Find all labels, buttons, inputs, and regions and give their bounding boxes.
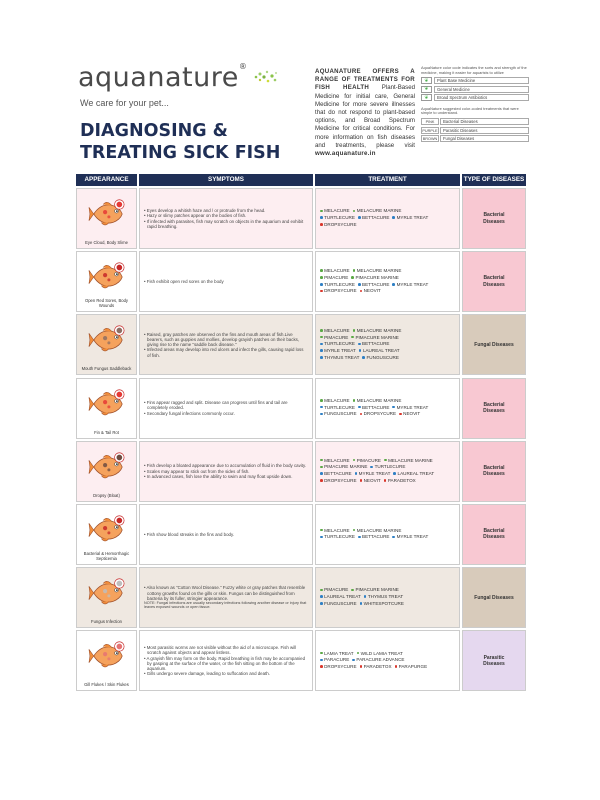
legend-medicine-row [421, 77, 529, 85]
symptom-note: NOTE: Fungal infections are usually secondary infections following another disease or injury that leaves exposed wounds or open tissue. [144, 600, 307, 610]
symptom-item: • Fish show blood streaks in the fins and body. [144, 532, 234, 537]
header-treatment: TREATMENT [315, 174, 460, 186]
appearance-label: Dropsy (Bloat) [93, 492, 120, 498]
legend-code-row [421, 135, 529, 143]
medicine-item: TURTLECURE [320, 534, 355, 539]
symptom-item: • Fish develop a bloated appearance due to accumulation of fluid in the body cavity. [144, 463, 306, 468]
medicine-item: MELACURE MARINE [353, 528, 402, 533]
symptom-item: • A grayish film may form on the body. Rapid breathing in fish may be accompanied by gasping at the surface of the water, or the fish sitting on the bottom of the aquarium. [144, 656, 308, 672]
medicine-type-list [421, 77, 529, 102]
legend-code-tag: BROWN [422, 137, 438, 142]
header-appearance: APPEARANCE [76, 174, 137, 186]
disease-type-label: Bacterial Diseases [483, 212, 505, 225]
fish-icon [88, 515, 126, 545]
legend-code-row [421, 126, 529, 134]
appearance-label: Open Red Sores, Body Wounds [84, 298, 129, 309]
disease-type-cell [462, 188, 526, 249]
medicine-item: FUNGUSCURE [320, 601, 357, 606]
appearance-cell [76, 251, 137, 312]
disease-type-cell [462, 567, 526, 628]
disease-type-label: Fungal Diseases [474, 594, 514, 601]
page-title [80, 120, 280, 164]
table-row [76, 251, 526, 312]
symptoms-cell [139, 630, 313, 691]
medicine-item: BETTACURE [358, 405, 390, 410]
treatment-list [320, 651, 430, 671]
medicine-item: MYRLE TREAT [392, 215, 428, 220]
symptoms-cell [139, 251, 313, 312]
leaf-icon [252, 68, 280, 86]
leaf-icon: ❦ [421, 86, 432, 93]
legend-medicine-label: Plant Base Medicine [434, 77, 529, 84]
fish-icon [88, 262, 126, 292]
symptom-item: • Eyes develop a whitish haze and / or protrude from the head. [144, 208, 308, 213]
treatment-list [320, 587, 407, 607]
disease-type-cell [462, 441, 526, 502]
medicine-item: THYMUS TREAT [320, 355, 359, 360]
tagline: We care for your pet... [80, 98, 169, 108]
disease-table [76, 174, 526, 694]
medicine-item: LAUREAL TREAT [359, 348, 400, 353]
table-header [76, 174, 526, 186]
symptom-item: • Most parasitic worms are not visible without the aid of a microscope. Fish will scratch against objects and appear listless. [144, 645, 308, 655]
appearance-label: Fin & Tail Rot [94, 429, 119, 435]
symptom-item: • Gills undergo severe damage, leading to suffocation and death. [144, 671, 308, 676]
medicine-item: TURTLECURE [320, 405, 355, 410]
medicine-item: MELACURE MARINE [353, 328, 402, 333]
disease-type-cell [462, 630, 526, 691]
medicine-item: TURTLECURE [320, 215, 355, 220]
medicine-item: TURTLECURE [320, 341, 355, 346]
disease-type-label: Bacterial Diseases [483, 275, 505, 288]
offers-body: Plant-Based Medicine for initial care, General Medicine for more severe illnesses that do not respond to plant-based options, and Broad Spectrum Medicine for critical conditions. For more information on fish diseases and treatments, please visit [315, 84, 415, 149]
leaf-icon: ❦ [421, 77, 432, 84]
medicine-item: PARACURE ADVANCE [352, 657, 404, 662]
table-row [76, 441, 526, 502]
medicine-item: BETTACURE [358, 282, 390, 287]
medicine-item: FUNGUSCURE [362, 355, 399, 360]
offers-url[interactable]: www.aquanature.in [315, 150, 376, 158]
medicine-item: PARADETOX [384, 478, 416, 483]
symptom-item: • Secondary fungal infections commonly occur. [144, 411, 308, 416]
medicine-item: MYRLE TREAT [392, 405, 428, 410]
symptom-item: • In advanced cases, fish lose the ability to swim and may float upside down. [144, 474, 306, 479]
offers-text [315, 68, 415, 158]
leaf-icon: ❦ [421, 94, 432, 101]
treatment-cell [315, 441, 460, 502]
color-legend [421, 66, 529, 143]
medicine-item: THYMUS TREAT [364, 594, 403, 599]
brand-logo-text: aquanature [78, 62, 239, 93]
medicine-item: TURTLECURE [370, 464, 405, 469]
treatment-cell [315, 567, 460, 628]
treatment-list [320, 208, 431, 228]
header-symptoms: SYMPTOMS [139, 174, 313, 186]
legend-medicine-row [421, 86, 529, 94]
medicine-item: BETTACURE [320, 471, 352, 476]
appearance-cell [76, 314, 137, 375]
medicine-item: LAMIA TREAT [320, 651, 354, 656]
medicine-item: MYRLE TREAT [392, 534, 428, 539]
medicine-item: MELACURE MARINE [353, 208, 402, 213]
appearance-cell [76, 504, 137, 565]
fish-icon [88, 452, 126, 482]
symptom-item: • If infected with parasites, fish may scratch on objects in the aquarium and exhibit rapid breathing. [144, 219, 308, 229]
fish-icon [88, 325, 126, 355]
medicine-item: DROPSYCURE [320, 222, 357, 227]
table-row [76, 188, 526, 249]
medicine-item: MELACURE MARINE [353, 268, 402, 273]
legend-code-label: Fungal Diseases [440, 135, 529, 142]
poster [76, 62, 527, 688]
table-row [76, 630, 526, 691]
treatment-list [320, 458, 437, 485]
medicine-item: WHITESPOTCURE [360, 601, 404, 606]
appearance-cell [76, 378, 137, 439]
legend-medicine-label: Broad Spectrum Antibiotics [434, 94, 529, 101]
legend-code-row [421, 118, 529, 126]
medicine-item: BETTACURE [358, 534, 390, 539]
offers-heading: AQUANATURE OFFERS A RANGE OF TREATMENTS FOR FISH HEALTH [315, 68, 415, 92]
medicine-item: DROPSYCURE [320, 478, 357, 483]
title-line-1: DIAGNOSING & [80, 121, 228, 141]
symptom-item: • Fish exhibit open red sores on the body [144, 279, 224, 284]
medicine-item: TURTLECURE [320, 282, 355, 287]
symptoms-cell [139, 314, 313, 375]
appearance-cell [76, 630, 137, 691]
medicine-item: MELACURE [320, 528, 350, 533]
symptom-item: • Also known as "Cotton Wool Disease." Fuzzy white or gray patches that resemble cottony growths found on the gills or skin. Fungus can be distinguished from bacteria by its fuller, stringier appearance. [144, 585, 308, 601]
fish-icon [88, 578, 126, 608]
medicine-item: MELACURE [320, 398, 350, 403]
legend-medicine-label: General Medicine [434, 86, 529, 93]
treatment-list [320, 328, 404, 362]
medicine-item: MELACURE MARINE [384, 458, 433, 463]
medicine-item: FUNGUSCURE [320, 411, 357, 416]
disease-type-label: Bacterial Diseases [483, 528, 505, 541]
brand-logo: aquanature® [78, 62, 248, 93]
medicine-item: WILD LAMIA TREAT [357, 651, 403, 656]
disease-type-cell [462, 504, 526, 565]
symptom-item: • Hazy or slimy patches appear on the bodies of fish. [144, 213, 308, 218]
treatment-cell [315, 630, 460, 691]
medicine-item: MYRLE TREAT [320, 348, 356, 353]
disease-type-label: Bacterial Diseases [483, 465, 505, 478]
appearance-cell [76, 188, 137, 249]
legend-color-note: AquaNature color code indicates the sorts and strength of the medicine, making it easier for aquarists to utilize [421, 65, 527, 75]
symptom-item: • Infected areas may develop into red ulcers and infect the gills, causing rapid loss of fish. [144, 347, 308, 357]
treatment-cell [315, 314, 460, 375]
medicine-item: MYRLE TREAT [392, 282, 428, 287]
medicine-item: MYRLE TREAT [355, 471, 391, 476]
treatment-cell [315, 504, 460, 565]
symptoms-cell [139, 378, 313, 439]
legend-code-tag: PINK [421, 118, 439, 125]
disease-type-label: Fungal Diseases [474, 341, 514, 348]
medicine-item: PIMACURE [320, 587, 348, 592]
appearance-label: Fungus Infection [91, 619, 122, 625]
medicine-item: NEOVIT [399, 411, 420, 416]
medicine-item: PIMACURE MARINE [351, 587, 398, 592]
medicine-item: PIMACURE [320, 275, 348, 280]
disease-type-cell [462, 378, 526, 439]
disease-code-list [421, 118, 529, 143]
treatment-list [320, 398, 431, 418]
appearance-label: Bacterial & Hemorrhagic Septicemia [83, 550, 130, 561]
table-row [76, 314, 526, 375]
treatment-cell [315, 188, 460, 249]
appearance-cell [76, 567, 137, 628]
legend-treatment-note: AquaNature suggested color-coded treatments that were simple to understand. [421, 105, 519, 116]
symptoms-cell [139, 567, 313, 628]
legend-medicine-row [421, 94, 529, 102]
medicine-item: NEOVIT [360, 288, 381, 293]
medicine-item: BETTACURE [358, 215, 390, 220]
medicine-item: MELACURE [320, 268, 350, 273]
medicine-item: MELACURE MARINE [353, 398, 402, 403]
header-type: TYPE OF DISEASES [462, 174, 526, 186]
treatment-list [320, 268, 431, 295]
symptoms-cell [139, 441, 313, 502]
medicine-item: DROPSYCURE [320, 288, 357, 293]
medicine-item: PIMACURE [320, 335, 348, 340]
table-row [76, 504, 526, 565]
appearance-label: Gill Flukes / Skin Flukes [84, 682, 129, 688]
table-row [76, 567, 526, 628]
medicine-item: MELACURE [320, 458, 350, 463]
medicine-item: PIMACURE MARINE [320, 464, 367, 469]
medicine-item: PIMACURE MARINE [351, 335, 398, 340]
treatment-cell [315, 378, 460, 439]
fish-icon [88, 199, 126, 229]
symptom-item: • Scales may appear to stick out from the sides of fish. [144, 469, 306, 474]
header [76, 62, 526, 174]
medicine-item: BETTACURE [358, 341, 390, 346]
medicine-item: PIMACURE MARINE [351, 275, 398, 280]
fish-icon [88, 641, 126, 671]
medicine-item: PARAPURGE [395, 664, 428, 669]
legend-code-label: Parasitic Diseases [440, 127, 529, 134]
table-row [76, 378, 526, 439]
medicine-item: NEOVIT [360, 478, 381, 483]
symptom-item: • Raised, gray patches are observed on the fins and mouth areas of fish.Live bearers, such as guppies and mollies, develop grayish patches on their backs, giving rise to the name "saddle back disease." [144, 332, 308, 348]
disease-type-label: Parasitic Diseases [483, 654, 505, 667]
symptoms-cell [139, 504, 313, 565]
legend-code-label: Bacterial Diseases [440, 118, 529, 125]
appearance-label: Mouth Fungus Saddleback [81, 366, 132, 372]
disease-type-label: Bacterial Diseases [483, 401, 505, 415]
symptoms-cell [139, 188, 313, 249]
medicine-item: LAUREAL TREAT [320, 594, 361, 599]
disease-type-cell [462, 251, 526, 312]
legend-code-tag: PURPLE [422, 128, 438, 133]
disease-type-cell [462, 314, 526, 375]
medicine-item: MELACURE [320, 328, 350, 333]
medicine-item: DROPSYCURE [360, 411, 397, 416]
table-body [76, 188, 526, 691]
appearance-label: Eye Cloud, Body Slime [85, 240, 128, 245]
symptom-item: • Fins appear ragged and split. Disease can progress until fins and tail are completely eroded. [144, 400, 308, 410]
medicine-item: LAUREAL TREAT [393, 471, 434, 476]
medicine-item: MELACURE [320, 208, 350, 213]
treatment-cell [315, 251, 460, 312]
medicine-item: PARACURE [320, 657, 349, 662]
medicine-item: PIMACURE [353, 458, 381, 463]
medicine-item: DROPSYCURE [320, 664, 357, 669]
title-line-2: TREATING SICK FISH [80, 143, 281, 163]
fish-icon [88, 389, 126, 419]
appearance-cell [76, 441, 137, 502]
treatment-list [320, 528, 431, 542]
medicine-item: PARADETOX [360, 664, 392, 669]
